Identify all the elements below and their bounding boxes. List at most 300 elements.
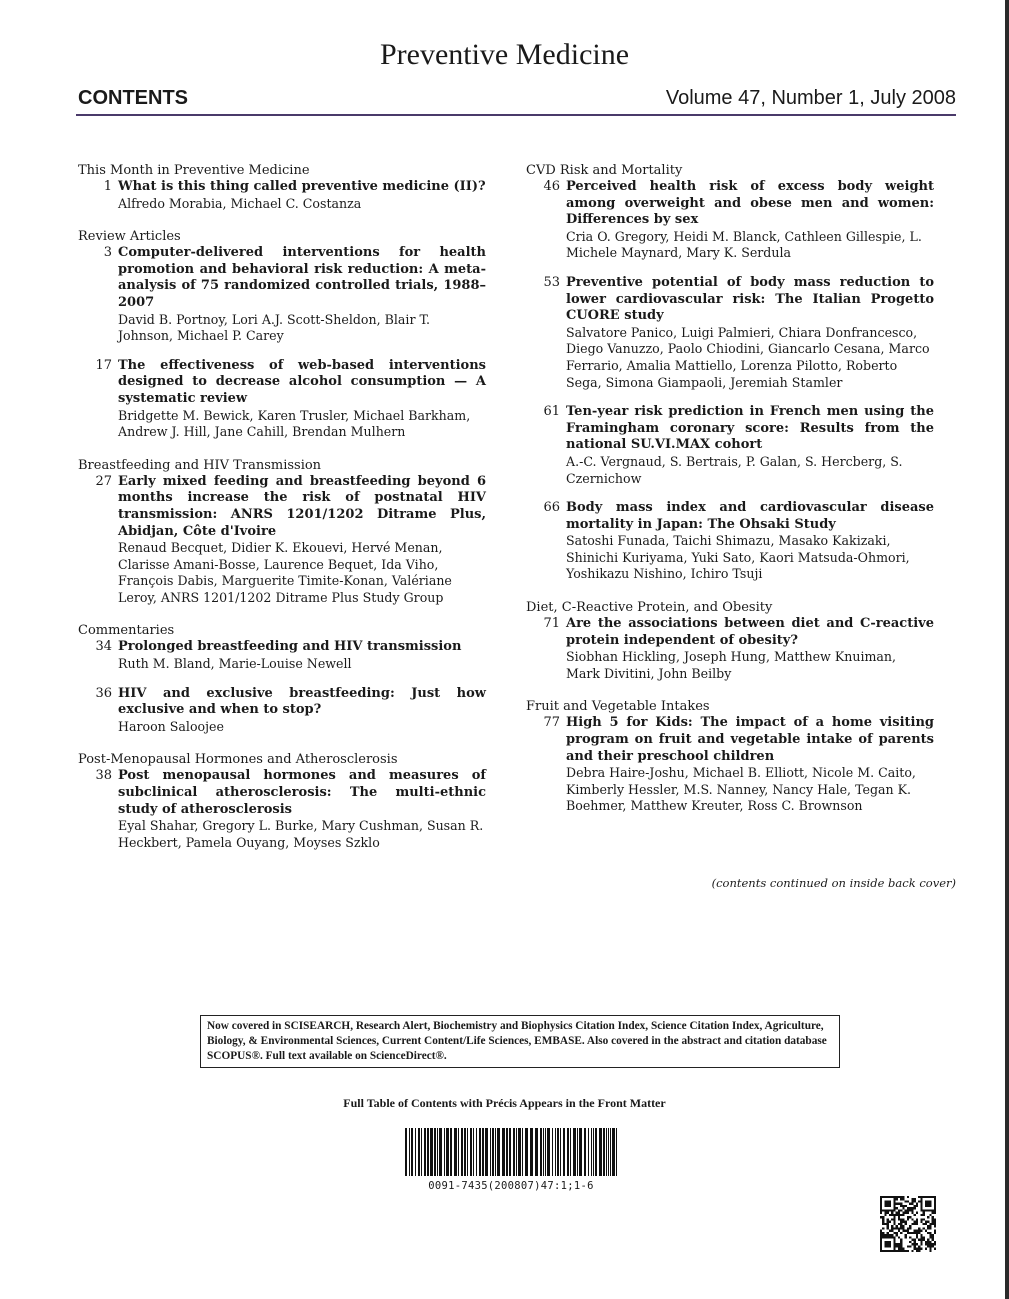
qr-module <box>898 1209 900 1211</box>
qr-module <box>911 1203 913 1205</box>
barcode-bar <box>616 1128 617 1176</box>
qr-module <box>893 1214 895 1216</box>
qr-module <box>880 1248 882 1250</box>
qr-module <box>932 1216 934 1218</box>
qr-module <box>918 1196 920 1198</box>
qr-module <box>929 1241 931 1243</box>
article-title[interactable]: Ten-year risk prediction in French men using the Framingham coronary score: Results from the national SU.VI.MAX cohort <box>566 404 934 453</box>
qr-module <box>880 1245 882 1247</box>
qr-module <box>884 1203 886 1205</box>
barcode-bar <box>606 1128 607 1176</box>
qr-module <box>882 1250 884 1252</box>
qr-module <box>920 1214 922 1216</box>
qr-module <box>880 1236 882 1238</box>
qr-module <box>884 1245 886 1247</box>
article-authors: Alfredo Morabia, Michael C. Costanza <box>118 195 362 211</box>
qr-module <box>889 1221 891 1223</box>
qr-module <box>889 1243 891 1245</box>
qr-module <box>929 1205 931 1207</box>
qr-module <box>911 1212 913 1214</box>
qr-module <box>925 1221 927 1223</box>
qr-module <box>932 1223 934 1225</box>
qr-module <box>925 1230 927 1232</box>
qr-module <box>900 1214 902 1216</box>
qr-module <box>916 1205 918 1207</box>
barcode-bar <box>421 1128 422 1176</box>
qr-code <box>880 1196 936 1252</box>
qr-module <box>905 1200 907 1202</box>
qr-module <box>902 1205 904 1207</box>
qr-module <box>880 1241 882 1243</box>
barcode-bar <box>610 1128 611 1176</box>
barcode-bar <box>552 1128 553 1176</box>
barcode-bar <box>530 1128 533 1176</box>
qr-module <box>887 1203 889 1205</box>
qr-module <box>884 1243 886 1245</box>
qr-module <box>891 1225 893 1227</box>
qr-module <box>909 1225 911 1227</box>
qr-module <box>893 1236 895 1238</box>
barcode-bar <box>518 1128 521 1176</box>
article-authors: Salvatore Panico, Luigi Palmieri, Chiara Donfrancesco, Diego Vanuzzo, Paolo Chiodini, Giancarlo Cesana, Marco Ferrario, Amalia Mattiello, Lorenza Pilotto, Roberto Sega, Simona Giampaoli, Jeremiah Stamler <box>566 324 930 390</box>
qr-module <box>893 1250 895 1252</box>
barcode-bar <box>470 1128 472 1176</box>
qr-module <box>934 1241 936 1243</box>
qr-module <box>898 1227 900 1229</box>
qr-module <box>900 1239 902 1241</box>
qr-module <box>914 1248 916 1250</box>
qr-module <box>884 1223 886 1225</box>
qr-module <box>891 1214 893 1216</box>
toc-entry[interactable] <box>526 715 934 815</box>
qr-module <box>920 1198 922 1200</box>
barcode-bar <box>540 1128 542 1176</box>
qr-module <box>927 1205 929 1207</box>
qr-module <box>893 1207 895 1209</box>
qr-module <box>932 1212 934 1214</box>
qr-module <box>923 1214 925 1216</box>
toc-section <box>78 162 486 212</box>
qr-module <box>916 1234 918 1236</box>
toc-entry[interactable] <box>526 179 934 262</box>
qr-module <box>884 1241 886 1243</box>
qr-module <box>889 1230 891 1232</box>
qr-module <box>891 1212 893 1214</box>
qr-module <box>909 1232 911 1234</box>
article-title[interactable]: Body mass index and cardiovascular disease mortality in Japan: The Ohsaki Study <box>566 500 934 532</box>
qr-module <box>914 1239 916 1241</box>
qr-module <box>909 1241 911 1243</box>
article-title[interactable]: Early mixed feeding and breastfeeding beyond 6 months increase the risk of postnatal HIV transmission: ANRS 1201/1202 Ditrame Plus, Abidjan, Côte d'Ivoire <box>118 473 486 539</box>
barcode-bar <box>446 1128 449 1176</box>
qr-module <box>934 1225 936 1227</box>
qr-module <box>907 1230 909 1232</box>
qr-module <box>907 1227 909 1229</box>
qr-module <box>884 1236 886 1238</box>
qr-module <box>889 1196 891 1198</box>
qr-module <box>893 1239 895 1241</box>
barcode-bar <box>579 1128 582 1176</box>
qr-module <box>914 1221 916 1223</box>
qr-module <box>898 1218 900 1220</box>
toc-entry[interactable] <box>78 768 486 851</box>
barcode-bar <box>409 1128 410 1176</box>
toc-entry[interactable] <box>526 275 934 391</box>
qr-module <box>914 1232 916 1234</box>
qr-module <box>911 1250 913 1252</box>
qr-module <box>880 1239 882 1241</box>
entry-body <box>118 686 486 736</box>
qr-module <box>934 1196 936 1198</box>
qr-module <box>889 1200 891 1202</box>
full-toc-note: Full Table of Contents with Précis Appears in the Front Matter <box>343 1096 666 1110</box>
qr-module <box>896 1203 898 1205</box>
toc-entry[interactable] <box>78 179 486 212</box>
qr-module <box>927 1203 929 1205</box>
qr-module <box>905 1212 907 1214</box>
qr-module <box>893 1200 895 1202</box>
qr-module <box>923 1236 925 1238</box>
qr-module <box>898 1223 900 1225</box>
qr-module <box>900 1227 902 1229</box>
toc-entry[interactable] <box>78 686 486 736</box>
qr-module <box>896 1207 898 1209</box>
entry-body <box>118 474 486 607</box>
qr-module <box>932 1236 934 1238</box>
qr-module <box>880 1205 882 1207</box>
qr-module <box>920 1241 922 1243</box>
qr-module <box>916 1236 918 1238</box>
article-title[interactable]: What is this thing called preventive medicine (II)? <box>118 179 486 194</box>
qr-module <box>932 1239 934 1241</box>
qr-module <box>887 1243 889 1245</box>
qr-module <box>887 1221 889 1223</box>
qr-module <box>902 1227 904 1229</box>
qr-module <box>893 1196 895 1198</box>
barcode-bar <box>543 1128 544 1176</box>
qr-module <box>887 1218 889 1220</box>
page-number: 1 <box>103 179 112 194</box>
qr-module <box>900 1198 902 1200</box>
barcode-bar <box>461 1128 463 1176</box>
qr-module <box>889 1245 891 1247</box>
barcode-bar <box>424 1128 426 1176</box>
qr-module <box>880 1196 882 1198</box>
contents-label: CONTENTS <box>78 87 188 109</box>
qr-module <box>880 1234 882 1236</box>
qr-module <box>914 1223 916 1225</box>
qr-module <box>893 1205 895 1207</box>
qr-module <box>914 1200 916 1202</box>
barcode-bar <box>444 1128 445 1176</box>
qr-module <box>909 1207 911 1209</box>
toc-entry[interactable] <box>78 358 486 441</box>
qr-module <box>891 1218 893 1220</box>
qr-module <box>914 1241 916 1243</box>
qr-module <box>880 1209 882 1211</box>
toc-section <box>526 698 934 815</box>
qr-module <box>907 1250 909 1252</box>
qr-module <box>929 1200 931 1202</box>
qr-module <box>898 1212 900 1214</box>
qr-module <box>887 1241 889 1243</box>
qr-module <box>927 1209 929 1211</box>
section-title: Post-Menopausal Hormones and Atherosclerosis <box>78 752 398 768</box>
qr-module <box>907 1216 909 1218</box>
page-number: 36 <box>95 685 112 701</box>
barcode-bar <box>599 1128 602 1176</box>
entry-body <box>566 616 934 682</box>
entry-body <box>566 404 934 487</box>
qr-module <box>909 1227 911 1229</box>
qr-module <box>911 1243 913 1245</box>
qr-module <box>927 1216 929 1218</box>
article-title[interactable]: HIV and exclusive breastfeeding: Just how exclusive and when to stop? <box>118 685 486 718</box>
qr-module <box>914 1205 916 1207</box>
qr-module <box>880 1212 882 1214</box>
qr-module <box>923 1196 925 1198</box>
qr-module <box>893 1209 895 1211</box>
coverage-note: Now covered in SCISEARCH, Research Alert, Biochemistry and Biophysics Citation Index, Science Citation Index, Agriculture, Biology, & Environmental Sciences, Current Content/Life Sciences, EMBASE. Also covered in the abstract and citation database SCOPUS®. Full text available on ScienceDirect®. <box>200 1015 840 1068</box>
qr-module <box>900 1203 902 1205</box>
qr-module <box>927 1245 929 1247</box>
qr-module <box>923 1218 925 1220</box>
qr-module <box>934 1248 936 1250</box>
entry-body <box>118 639 486 672</box>
qr-module <box>920 1209 922 1211</box>
article-title[interactable]: Preventive potential of body mass reduction to lower cardiovascular risk: The Italian Progetto CUORE study <box>566 274 934 324</box>
qr-module <box>882 1234 884 1236</box>
qr-module <box>896 1227 898 1229</box>
qr-module <box>905 1250 907 1252</box>
barcode-bar <box>464 1128 466 1176</box>
qr-module <box>900 1196 902 1198</box>
qr-module <box>889 1234 891 1236</box>
toc-section <box>78 228 486 441</box>
qr-module <box>916 1223 918 1225</box>
qr-module <box>905 1236 907 1238</box>
qr-module <box>920 1205 922 1207</box>
qr-module <box>898 1236 900 1238</box>
barcode-bar <box>557 1128 559 1176</box>
qr-module <box>929 1234 931 1236</box>
page-number: 71 <box>543 616 560 632</box>
page-number: 77 <box>543 715 560 731</box>
qr-module <box>902 1198 904 1200</box>
qr-module <box>932 1243 934 1245</box>
qr-module <box>932 1218 934 1220</box>
barcode-bar <box>560 1128 561 1176</box>
qr-module <box>889 1250 891 1252</box>
continued-note: (contents continued on inside back cover) <box>711 876 956 890</box>
qr-module <box>934 1203 936 1205</box>
article-title[interactable]: The effectiveness of web-based interventions designed to decrease alcohol consumption — A systematic review <box>118 357 486 406</box>
article-title[interactable]: Prolonged breastfeeding and HIV transmission <box>118 639 462 655</box>
qr-module <box>896 1198 898 1200</box>
qr-module <box>934 1209 936 1211</box>
article-authors: Satoshi Funada, Taichi Shimazu, Masako Kakizaki, Shinichi Kuriyama, Yuki Sato, Kaori Matsuda-Ohmori, Yoshikazu Nishino, Ichiro Tsuji <box>566 533 910 582</box>
article-authors: Bridgette M. Bewick, Karen Trusler, Michael Barkham, Andrew J. Hill, Jane Cahill, Brendan Mulhern <box>118 407 471 440</box>
qr-module <box>907 1232 909 1234</box>
qr-module <box>916 1212 918 1214</box>
qr-module <box>918 1245 920 1247</box>
page-number: 17 <box>95 357 112 373</box>
qr-module <box>882 1218 884 1220</box>
article-authors: Haroon Saloojee <box>118 718 224 734</box>
qr-module <box>889 1205 891 1207</box>
qr-module <box>900 1223 902 1225</box>
barcode-bar <box>502 1128 505 1176</box>
qr-module <box>929 1243 931 1245</box>
qr-module <box>900 1205 902 1207</box>
qr-module <box>891 1250 893 1252</box>
qr-module <box>900 1250 902 1252</box>
page-number: 3 <box>103 245 112 261</box>
qr-module <box>902 1218 904 1220</box>
qr-module <box>918 1230 920 1232</box>
article-title[interactable]: High 5 for Kids: The impact of a home visiting program on fruit and vegetable intake of parents and their preschool children <box>566 715 934 764</box>
qr-module <box>934 1218 936 1220</box>
article-title[interactable]: Are the associations between diet and C-reactive protein independent of obesity? <box>566 616 934 648</box>
qr-module <box>902 1212 904 1214</box>
toc-section <box>78 622 486 735</box>
barcode-bar <box>415 1128 416 1176</box>
issue-info: Volume 47, Number 1, July 2008 <box>665 87 956 109</box>
qr-module <box>911 1207 913 1209</box>
article-authors: Debra Haire-Joshu, Michael B. Elliott, Nicole M. Caito, Kimberly Hessler, M.S. Nanney, Nancy Hale, Tegan K. Boehmer, Matthew Kreuter, Ross C. Brownson <box>566 765 916 814</box>
article-title[interactable]: Computer-delivered interventions for health promotion and behavioral risk reduction: A meta-analysis of 75 randomized controlled trials, 1988–2007 <box>118 245 486 310</box>
toc-entry[interactable] <box>78 639 486 672</box>
qr-module <box>934 1232 936 1234</box>
qr-module <box>905 1234 907 1236</box>
qr-module <box>880 1203 882 1205</box>
qr-module <box>914 1214 916 1216</box>
toc-entry[interactable] <box>526 404 934 487</box>
qr-module <box>902 1196 904 1198</box>
qr-module <box>925 1243 927 1245</box>
qr-module <box>905 1209 907 1211</box>
qr-module <box>905 1230 907 1232</box>
qr-module <box>920 1200 922 1202</box>
qr-module <box>880 1207 882 1209</box>
toc-entry[interactable] <box>526 616 934 682</box>
toc-entry[interactable] <box>78 474 486 607</box>
qr-module <box>934 1207 936 1209</box>
qr-module <box>893 1218 895 1220</box>
qr-module <box>905 1205 907 1207</box>
barcode-bar <box>509 1128 511 1176</box>
qr-module <box>896 1245 898 1247</box>
barcode-bar <box>525 1128 528 1176</box>
barcode-bar <box>612 1128 615 1176</box>
qr-module <box>896 1214 898 1216</box>
qr-module <box>914 1230 916 1232</box>
qr-module <box>929 1232 931 1234</box>
qr-module <box>932 1221 934 1223</box>
qr-module <box>916 1218 918 1220</box>
entry-body <box>118 358 486 441</box>
page-number: 61 <box>543 404 560 420</box>
qr-module <box>893 1221 895 1223</box>
qr-module <box>907 1207 909 1209</box>
qr-module <box>927 1239 929 1241</box>
qr-module <box>925 1223 927 1225</box>
qr-module <box>927 1200 929 1202</box>
qr-module <box>891 1236 893 1238</box>
contents-right-column <box>526 162 934 831</box>
qr-module <box>900 1245 902 1247</box>
article-title[interactable]: Perceived health risk of excess body weight among overweight and obese men and women: Differences by sex <box>566 179 934 228</box>
section-title: Fruit and Vegetable Intakes <box>526 699 710 715</box>
qr-module <box>916 1221 918 1223</box>
article-authors: Cria O. Gregory, Heidi M. Blanck, Cathleen Gillespie, L. Michele Maynard, Mary K. Serdula <box>566 228 922 261</box>
qr-module <box>887 1205 889 1207</box>
qr-module <box>920 1236 922 1238</box>
barcode-bar <box>555 1128 556 1176</box>
qr-module <box>925 1205 927 1207</box>
entry-body <box>118 245 486 345</box>
barcode-bar <box>522 1128 523 1176</box>
qr-module <box>925 1248 927 1250</box>
qr-module <box>896 1250 898 1252</box>
qr-module <box>914 1198 916 1200</box>
qr-module <box>889 1209 891 1211</box>
barcode-bar <box>492 1128 494 1176</box>
barcode-bar <box>479 1128 481 1176</box>
page-number: 27 <box>95 473 112 489</box>
article-title[interactable]: Post menopausal hormones and measures of subclinical atherosclerosis: The multi-ethnic study of atherosclerosis <box>118 768 486 817</box>
barcode-bar <box>454 1128 457 1176</box>
qr-module <box>898 1245 900 1247</box>
qr-module <box>882 1196 884 1198</box>
qr-module <box>882 1216 884 1218</box>
qr-module <box>907 1200 909 1202</box>
barcode-bar <box>427 1128 429 1176</box>
qr-module <box>918 1232 920 1234</box>
qr-module <box>911 1239 913 1241</box>
barcode-bar <box>476 1128 477 1176</box>
qr-module <box>882 1223 884 1225</box>
qr-module <box>934 1198 936 1200</box>
qr-module <box>893 1203 895 1205</box>
qr-module <box>880 1198 882 1200</box>
qr-module <box>880 1230 882 1232</box>
qr-module <box>902 1214 904 1216</box>
qr-module <box>909 1216 911 1218</box>
qr-module <box>925 1241 927 1243</box>
entry-body <box>566 500 934 583</box>
toc-entry[interactable] <box>526 500 934 583</box>
barcode-bar <box>591 1128 592 1176</box>
qr-module <box>920 1207 922 1209</box>
qr-module <box>923 1239 925 1241</box>
qr-module <box>893 1227 895 1229</box>
qr-module <box>929 1203 931 1205</box>
qr-module <box>911 1209 913 1211</box>
section-title: This Month in Preventive Medicine <box>78 163 310 178</box>
qr-module <box>900 1243 902 1245</box>
barcode-bar <box>418 1128 420 1176</box>
page-number: 46 <box>543 179 560 194</box>
barcode-bar <box>573 1128 576 1176</box>
qr-module <box>929 1214 931 1216</box>
toc-entry[interactable] <box>78 245 486 345</box>
qr-module <box>887 1225 889 1227</box>
qr-module <box>896 1232 898 1234</box>
qr-module <box>929 1248 931 1250</box>
qr-module <box>900 1209 902 1211</box>
qr-module <box>920 1248 922 1250</box>
